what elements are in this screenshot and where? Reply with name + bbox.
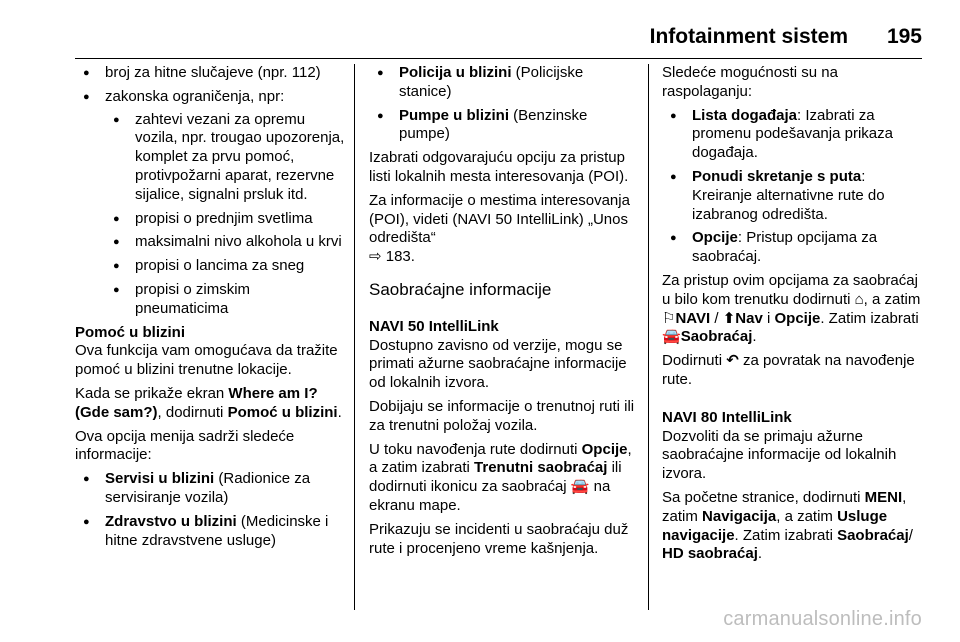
- list-item: ● Lista događaja: Izabrati za promenu podešavanja prikaza događaja.: [662, 107, 924, 163]
- spacer: [662, 395, 924, 409]
- page-number: 195: [886, 25, 922, 48]
- navi80-text: Dozvoliti da se primaju ažurne saobraćajne informacije od lokalnih izvora.: [662, 427, 897, 483]
- traffic-icon: 🚘: [662, 328, 681, 346]
- list-item: ● propisi o lancima za sneg: [105, 257, 347, 276]
- access-options-paragraph: Za pristup ovim opcijama za saobraćaj u bilo kom trenutku dodirnuti ⌂, a zatim ⚐NAVI / ⬆Nav i Opcije. Zatim izabrati 🚘Saobraćaj.: [662, 271, 921, 346]
- list-item: ● Zdravstvo u blizini (Medicinske i hitne zdravstvene usluge): [75, 513, 347, 551]
- list-item: ● Opcije: Pristup opcijama za saobraćaj.: [662, 229, 924, 267]
- legal-info-list: [75, 64, 347, 319]
- options-list: [662, 107, 924, 267]
- header-divider: [75, 58, 922, 59]
- navi80-instructions: Sa početne stranice, dodirnuti MENI, zatim Navigacija, a zatim Usluge navigacije. Zatim izabrati Saobraćaj/ HD saobraćaj.: [662, 488, 913, 563]
- traffic-icon: 🚘: [570, 478, 590, 496]
- help-heading: Pomoć u blizini: [75, 323, 186, 341]
- page-title: Infotainment sistem: [649, 25, 848, 48]
- list-item: ● Ponudi skretanje s puta: Kreiranje alternativne rute do izabranog odredišta.: [662, 168, 924, 224]
- poi-list: [369, 64, 637, 144]
- list-item: ● propisi o zimskim pneumaticima: [105, 281, 347, 319]
- list-item: ● zahtevi vezani za opremu vozila, npr. trougao upozorenja, komplet za prvu pomoć, protivpožarni aparat, rezervne sijalice, signalni prsluk itd.: [105, 111, 347, 205]
- list-item: ● Pumpe u blizini (Benzinske pumpe): [369, 107, 637, 145]
- column-divider-1: [354, 64, 355, 610]
- screen-paragraph: Kada se prikaže ekran Where am I? (Gde sam?), dodirnuti Pomoć u blizini.: [75, 384, 342, 421]
- list-item: ● propisi o prednjim svetlima: [105, 210, 347, 229]
- nav-arrow-icon: ⬆: [722, 309, 736, 327]
- column-divider-2: [648, 64, 649, 610]
- options-intro: Sledeće mogućnosti su na raspolaganju:: [662, 64, 838, 100]
- flag-icon: ⚐: [662, 309, 676, 327]
- help-text: Ova funkcija vam omogućava da tražite pomoć u blizini trenutne lokacije.: [75, 342, 338, 379]
- list-item: ● Servisi u blizini (Radionice za servisiranje vozila): [75, 470, 347, 508]
- column-1: [75, 64, 347, 555]
- traffic-route-text: Dobijaju se informacije o trenutnoj ruti ili za trenutni položaj vozila.: [369, 397, 635, 434]
- list-item: ● maksimalni nivo alkohola u krvi: [105, 233, 347, 252]
- return-paragraph: Dodirnuti ↶ za povratak na navođenje rute.: [662, 352, 915, 388]
- incidents-text: Prikazuju se incidenti u saobraćaju duž rute i procenjeno vreme kašnjenja.: [369, 520, 629, 557]
- home-icon: ⌂: [854, 290, 864, 308]
- poi-paragraph: Izabrati odgovarajuću opciju za pristup listi lokalnih mesta interesovanja (POI).: [369, 149, 629, 185]
- menu-intro: Ova opcija menija sadrži sledeće informacije:: [75, 427, 295, 464]
- traffic-instructions: U toku navođenja rute dodirnuti Opcije, a zatim izabrati Trenutni saobraćaj ili dodirnuti ikonicu za saobraćaj 🚘 na ekranu mape.: [369, 440, 632, 514]
- menu-items-list: [75, 470, 347, 550]
- legal-limits-sublist: [105, 111, 347, 319]
- poi-reference-paragraph: Za informacije o mestima interesovanja (POI), videti (NAVI 50 IntelliLink) „Unos odredišta“ ⇨ 183.: [369, 191, 630, 266]
- column-3: [662, 64, 924, 569]
- return-icon: ↶: [726, 352, 739, 370]
- navi80-heading: NAVI 80 IntelliLink: [662, 408, 792, 426]
- column-2: [369, 64, 637, 563]
- section-title: Saobraćajne informacije: [369, 279, 552, 299]
- reference-icon: ⇨: [369, 248, 382, 266]
- list-item: ● broj za hitne slučajeve (npr. 112): [75, 64, 347, 83]
- list-item: ● Policija u blizini (Policijske stanice): [369, 64, 637, 102]
- list-item: ● zakonska ograničenja, npr: ● zahtevi vezani za opremu vozila, npr. trougao upozorenja, komplet za prvu pomoć, protivpožarni aparat, rezervne sijalice, signalni prsluk itd. ● propisi o prednjim svetlima ● maksimalni nivo alkohola u krvi ● propisi o lancima za sneg ● propisi o zimskim pneumaticima: [75, 88, 347, 319]
- traffic-availability-text: Dostupno zavisno od verzije, mogu se primati ažurne saobraćajne informacije od lokalnih izvora.: [369, 336, 627, 392]
- page-header: [0, 0, 960, 60]
- watermark: carmanualsonline.info: [723, 608, 922, 630]
- navi50-heading: NAVI 50 IntelliLink: [369, 317, 499, 335]
